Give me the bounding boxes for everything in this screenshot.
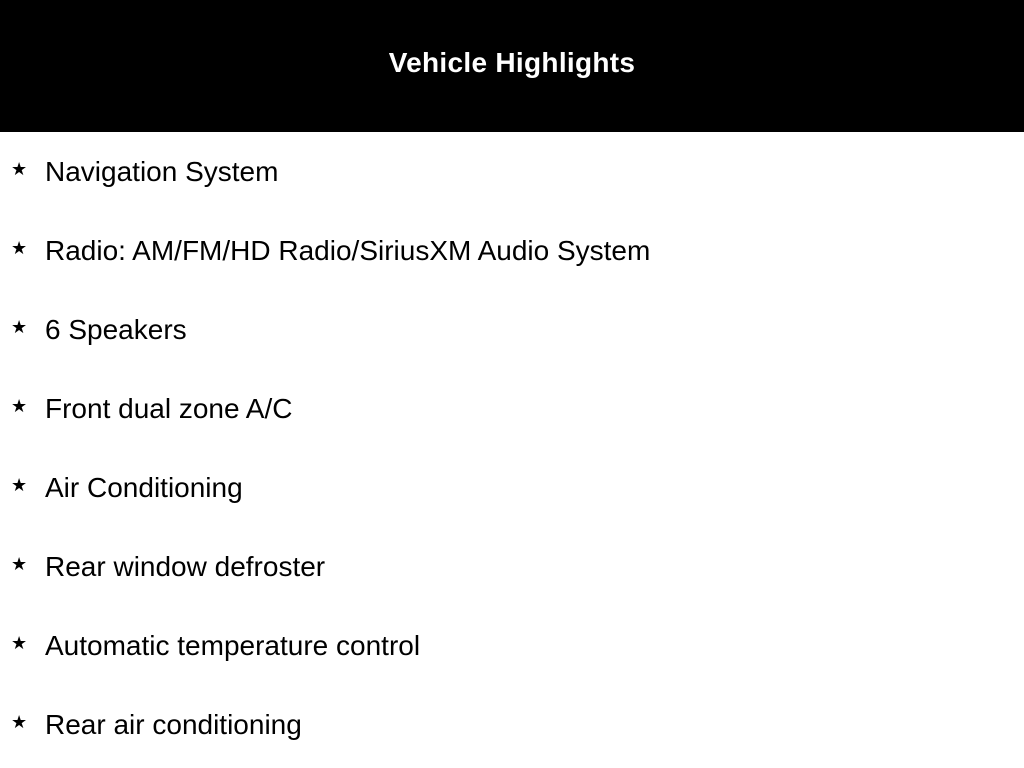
star-icon: ★	[11, 396, 28, 417]
list-item-label: Rear window defroster	[45, 551, 326, 582]
star-icon: ★	[11, 317, 28, 338]
star-icon: ★	[11, 554, 28, 575]
list-item-label: Radio: AM/FM/HD Radio/SiriusXM Audio System	[45, 235, 651, 266]
star-icon: ★	[11, 712, 28, 733]
list-item-label: Automatic temperature control	[45, 630, 421, 661]
star-icon: ★	[11, 633, 28, 654]
star-icon: ★	[11, 475, 28, 496]
list-item-label: Rear air conditioning	[45, 709, 302, 740]
list-item-label: Air Conditioning	[45, 472, 243, 503]
page-title: Vehicle Highlights	[388, 47, 636, 78]
list-item-label: 6 Speakers	[45, 314, 187, 345]
list-item-label: Navigation System	[45, 156, 279, 187]
header-bar	[0, 0, 1024, 132]
star-icon: ★	[11, 238, 28, 259]
list-item-label: Front dual zone A/C	[45, 393, 293, 424]
star-icon: ★	[11, 159, 28, 180]
